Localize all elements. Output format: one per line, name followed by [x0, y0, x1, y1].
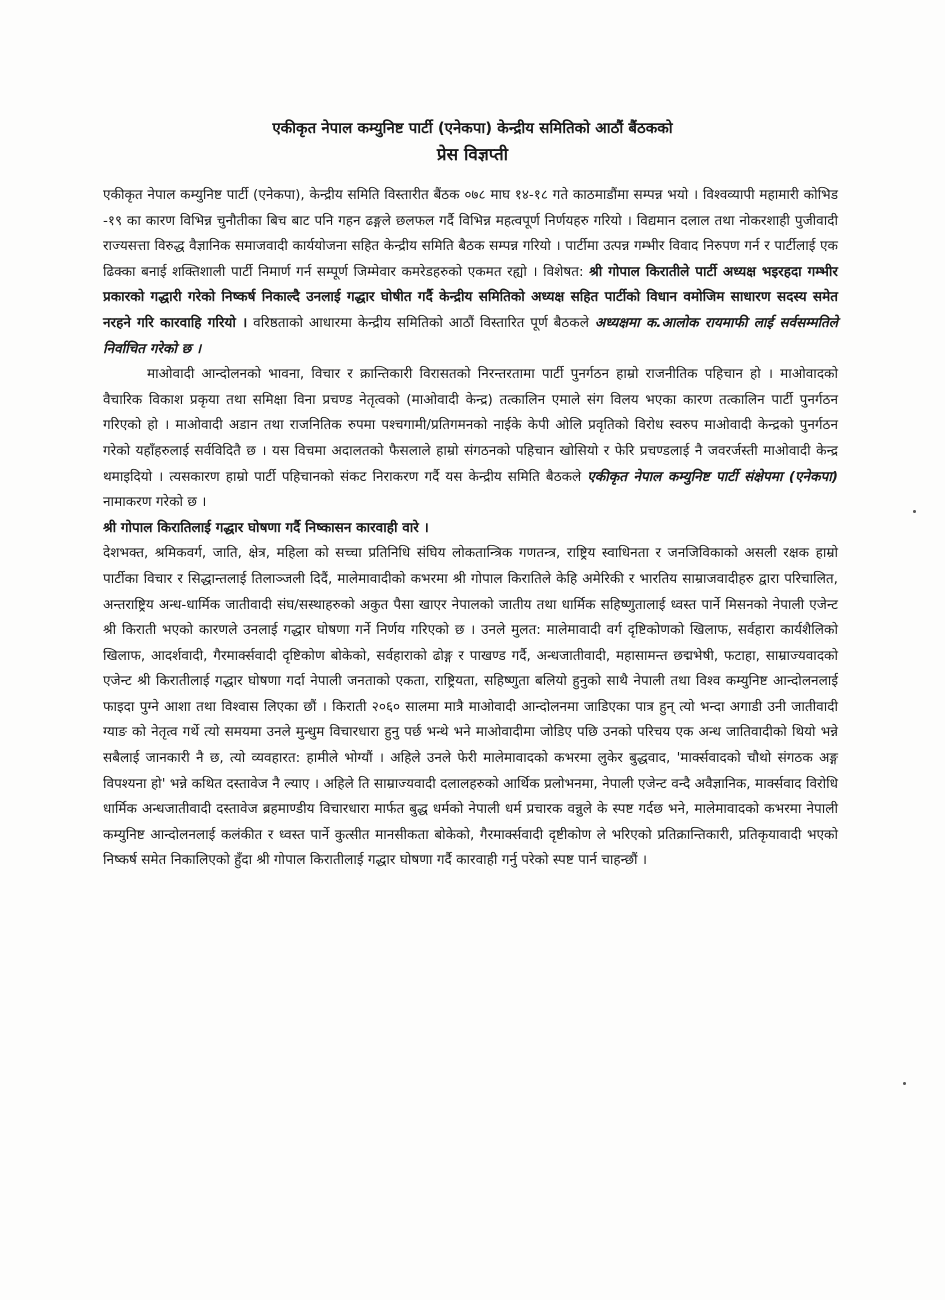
paragraph-1 [103, 183, 838, 362]
paragraph-3: देशभक्त, श्रमिकवर्ग, जाति, क्षेत्र, महिला को सच्चा प्रतिनिधि संघिय लोकतान्त्रिक गणतन्त्र, राष्ट्रिय स्वाधिनता र जनजिविकाको असली रक्षक हाम्रो पार्टीका विचार र सिद्धान्तलाई तिलाञ्जली दिदैं, मालेमावादीको कभरमा श्री गोपाल किरातिले केहि अमेरिकी र भारतिय साम्राजवादीहरु द्वारा परिचालित, अन्तराष्ट्रिय अन्ध-धार्मिक जातीवादी संघ/सस्थाहरुको अकुत पैसा खाएर नेपालको जातीय तथा धार्मिक सहिष्णुतालाई ध्वस्त पार्ने मिसनको नेपाली एजेन्ट श्री किराती भएको कारणले उनलाई गद्धार घोषणा गर्ने निर्णय गरिएको छ । उनले मुलत: मालेमावादी वर्ग दृष्टिकोणको खिलाफ, सर्वहारा कार्यशैलिको खिलाफ, आदर्शवादी, गैरमार्क्सवादी दृष्टिकोण बोकेको, सर्वहाराको ढोङ्ग र पाखण्ड गर्दै, अन्धजातीवादी, महासामन्त छद्मभेषी, फटाहा, साम्राज्यवादको एजेन्ट श्री किरातीलाई गद्धार घोषणा गर्दा नेपाली जनताको एकता, राष्ट्रियता, सहिष्णुता बलियो हुनुको साथै नेपाली तथा विश्व कम्युनिष्ट आन्दोलनलाई फाइदा पुग्ने आशा तथा विश्वास लिएका छौं । किराती २०६० सालमा मात्रै माओवादी आन्दोलनमा जाडिएका पात्र हुन् त्यो भन्दा अगाडी उनी जातीवादी ग्याङ को नेतृत्व गर्थे त्यो समयमा उनले मुन्धुम विचारधारा हुनु पर्छ भन्थे भने माओवादीमा जोडिए पछि उनको परिचय एक अन्ध जातिवादीको थियो भन्ने सबैलाई जानकारी नै छ, त्यो व्यवहारत: हामीले भोग्यौं । अहिले उनले फेरी मालेमावादको कभरमा लुकेर बुद्धवाद, 'मार्क्सवादको चौथो संगठक अङ्ग विपश्यना हो' भन्ने कथित दस्तावेज नै ल्याए । अहिले ति साम्राज्यवादी दलालहरुको आर्थिक प्रलोभनमा, नेपाली एजेन्ट वन्दै अवैज्ञानिक, मार्क्सवाद विरोधि धार्मिक अन्धजातीवादी दस्तावेज ब्रहमाण्डीय विचारधारा मार्फत बुद्ध धर्मको नेपाली धर्म प्रचारक वन्नुले के स्पष्ट गर्दछ भने, मालेमावादको कभरमा नेपाली कम्युनिष्ट आन्दोलनलाई कलंकीत र ध्वस्त पार्ने कुत्सीत मानसीकता बोकेको, गैरमार्क्सवादी दृष्टीकोण ले भरिएको प्रतिक्रान्तिकारी, प्रतिकृयावादी भएको निष्कर्ष समेत निकालिएको हुँदा श्री गोपाल किरातीलाई गद्धार घोषणा गर्दै कारवाही गर्नु परेको स्पष्ट पार्न चाहन्छौं । [103, 545, 838, 869]
paragraph-1-text: एकीकृत नेपाल कम्युनिष्ट पार्टी (एनेकपा), केन्द्रीय समिति विस्तारीत बैंठक ०७८ माघ १४-१८ गते काठमाडौंमा सम्पन्न भयो । विश्वव्यापी महामारी कोभिड -१९ का कारण विभिन्न चुनौतीका बिच बाट पनि गहन ढङ्गले छलफल गर्दै विभिन्न महत्वपूर्ण निर्णयहरु गरियो । विद्यमान दलाल तथा नोकरशाही पुजीवादी राज्यसत्ता विरुद्ध वैज्ञानिक समाजवादी कार्ययोजना सहित केन्द्रीय समिति बैठक सम्पन्न गरियो । पार्टीमा उत्पन्न गम्भीर विवाद निरुपण गर्न र पार्टीलाई एक ढिक्का बनाई शक्तिशाली पार्टी निमार्ण गर्न सम्पूर्ण जिम्मेवार कमरेडहरुको एकमत रह्यो । विशेषत: [103, 187, 838, 280]
paragraph-2-text-b: नामाकरण गरेको छ । [103, 494, 207, 511]
document-subtitle: प्रेस विज्ञप्ती [436, 145, 509, 165]
paragraph-2-emphasis: एकीकृत नेपाल कम्युनिष्ट पार्टी संक्षेपमा (एनेकपा) [587, 468, 838, 485]
scan-speck [903, 1082, 906, 1085]
paragraph-1-emphasis: अध्यक्षमा क.आलोक रायमाफी लाई सर्वसम्मतिले निर्वाचित गरेको छ । [103, 314, 838, 357]
paragraph-2 [103, 362, 838, 516]
paragraph-2-text: माओवादी आन्दोलनको भावना, विचार र क्रान्तिकारी विरासतको निरन्तरतामा पार्टी पुनर्गठन हाम्रो राजनीतिक पहिचान हो । माओवादको वैचारिक विकाश प्रकृया तथा समिक्षा विना प्रचण्ड नेतृत्वको (माओवादी केन्द्र) तत्कालिन एमाले संग विलय भएका कारण तत्कालिन पार्टी पुनर्गठन गरिएको हो । माओवादी अडान तथा राजनितिक रुपमा पश्चगामी/प्रतिगमनको नाईके केपी ओलि प्रवृतिको विरोध स्वरुप माओवादी केन्द्रको पुनर्गठन गरेको यहाँहरुलाई सर्वविदितै छ । यस विचमा अदालतको फैसलाले हाम्रो संगठनको पहिचान खोसियो र फेरि प्रचण्डलाई नै जवरर्जस्ती माओवादी केन्द्र थमाइदियो । त्यसकारण हाम्रो पार्टी पहिचानको संकट निराकरण गर्दै यस केन्द्रीय समिति बैठकले [103, 366, 838, 485]
paragraph-1-bold: श्री गोपाल किरातीले पार्टी अध्यक्ष भइरहदा गम्भीर प्रकारको गद्धारी गरेको निष्कर्ष निकाल्दै उनलाई गद्धार घोषीत गर्दै केन्द्रीय समितिको अध्यक्ष सहित पार्टीको विधान वमोजिम साधारण सदस्य समेत नरहने गरि कारवाहि गरियो । [103, 263, 838, 331]
paragraph-1-text-b: वरिष्ठताको आधारमा केन्द्रीय समितिको आठौं विस्तारित पूर्ण बैठकले [253, 314, 589, 331]
section-heading: श्री गोपाल किरातिलाई गद्धार घोषणा गर्दै निष्कासन कारवाही वारे । [103, 519, 429, 536]
document-body [103, 183, 838, 874]
scan-speck [913, 510, 916, 513]
document-title: एकीकृत नेपाल कम्युनिष्ट पार्टी (एनेकपा) केन्द्रीय समितिको आठौं बैंठकको [272, 119, 673, 137]
